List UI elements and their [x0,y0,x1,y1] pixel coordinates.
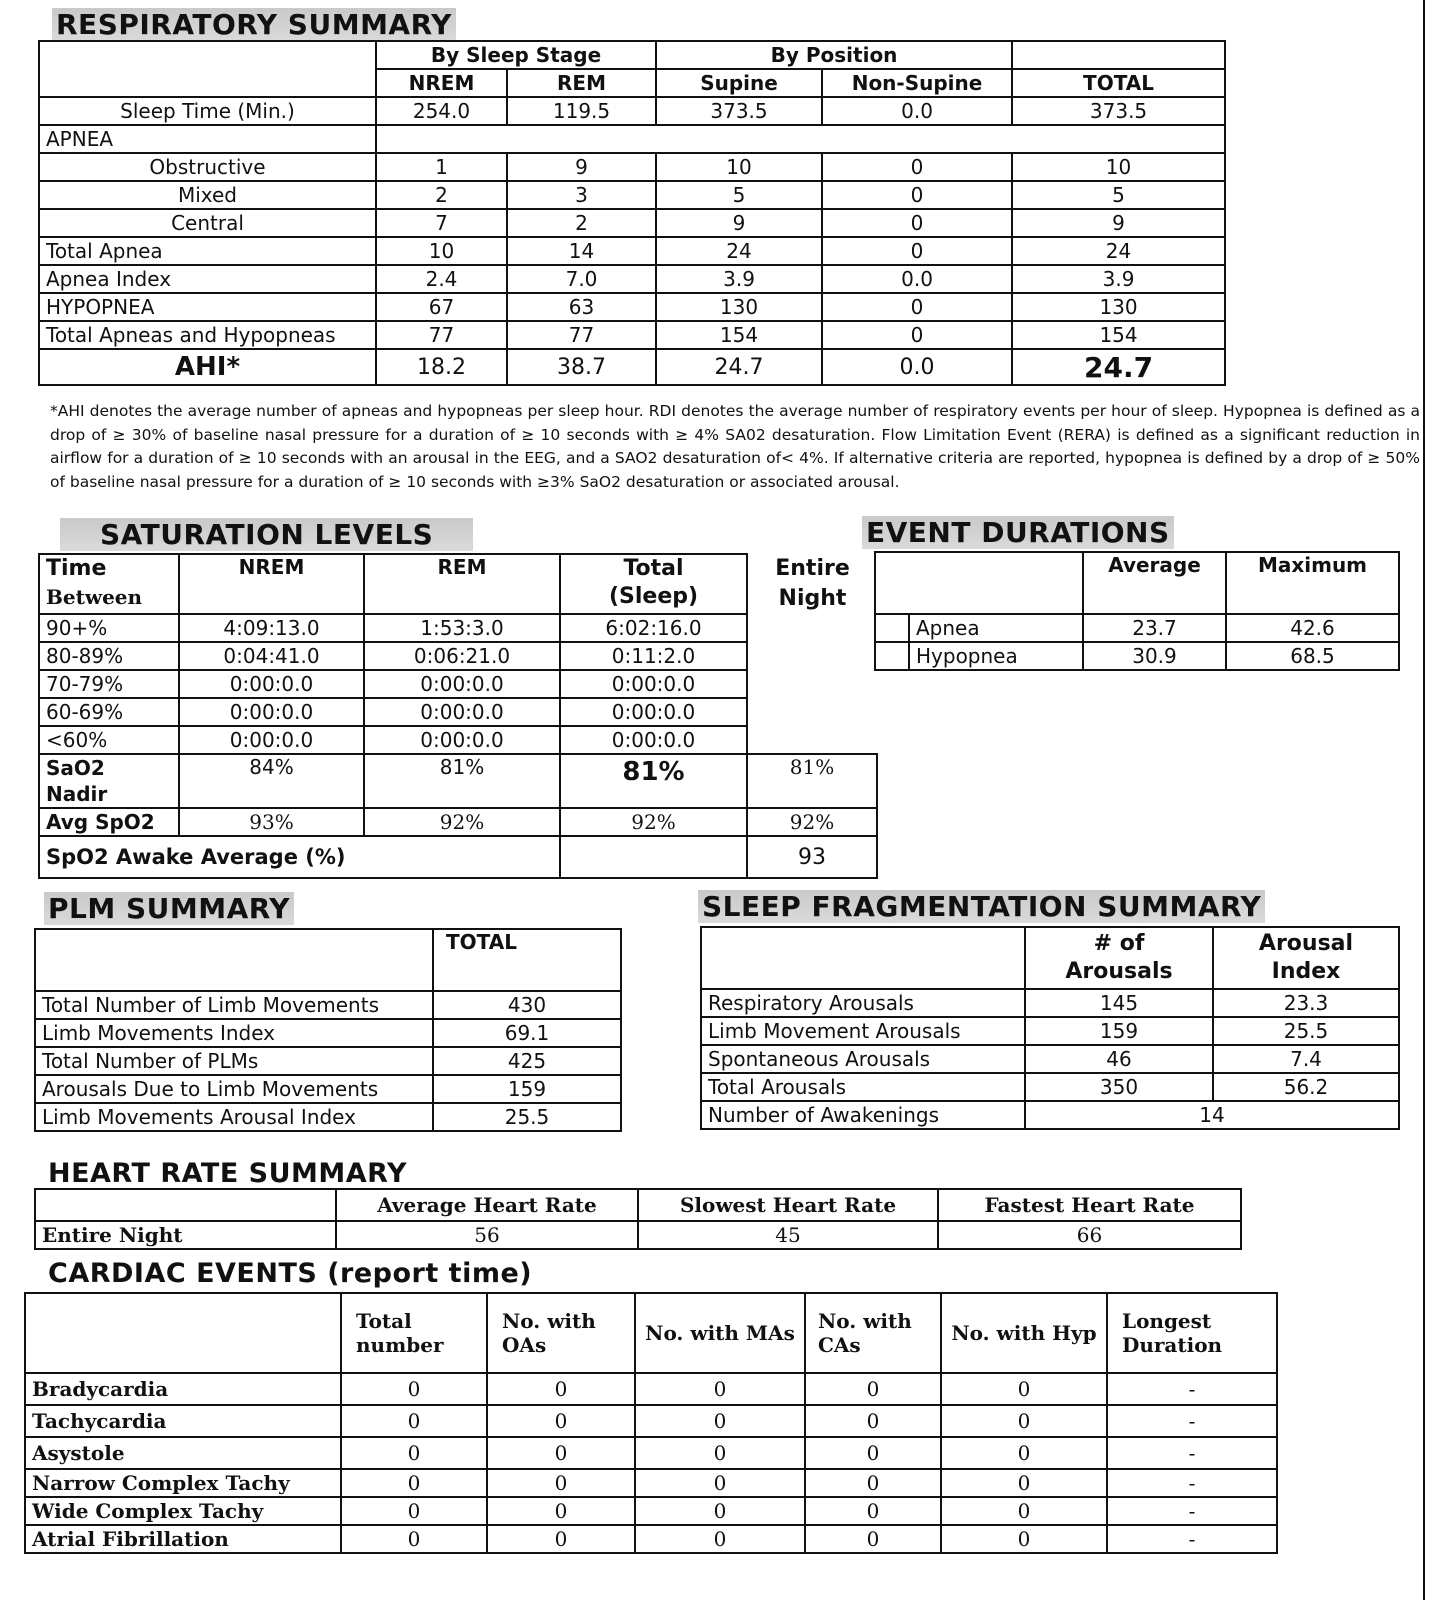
heart-rate-table [34,1188,1242,1250]
nadir-row: SaO2 Nadir 84% 81% 81% 81% [39,754,877,808]
event-durations-table [874,551,1400,671]
table-row [39,125,1225,153]
col-fastest-heart-rate: Fastest Heart Rate [938,1189,1241,1221]
col-average-heart-rate: Average Heart Rate [336,1189,638,1221]
table-row: Total Number of Limb Movements 430 [35,991,621,1019]
event-durations-title: EVENT DURATIONS [862,516,1174,549]
plm-table [34,928,622,1132]
table-row: 90+% 4:09:13.0 1:53:3.0 6:02:16.0 [39,614,877,642]
fragmentation-title: SLEEP FRAGMENTATION SUMMARY [698,890,1265,923]
table-row: Respiratory Arousals 145 23.3 [701,989,1399,1017]
table-row: Obstructive 1 9 10 0 10 [39,153,1225,181]
table-row: Entire Night 56 45 66 [35,1221,1241,1249]
col-maximum: Maximum [1226,552,1399,614]
col-total: TOTAL [1012,69,1225,97]
ahi-row: AHI* 18.2 38.7 24.7 0.0 24.7 [39,349,1225,385]
table-row: Hypopnea 30.9 68.5 [875,642,1399,670]
table-row: Total Arousals 350 56.2 [701,1073,1399,1101]
table-row: Total Number of PLMs 425 [35,1047,621,1075]
col-arousal-index: Arousal [1258,931,1354,956]
respiratory-table [38,40,1226,386]
col-total: Total [623,556,684,581]
ahi-total: 24.7 [1012,349,1225,385]
table-row: Limb Movements Index 69.1 [35,1019,621,1047]
col-non-supine: Non-Supine [822,69,1012,97]
table-row: Asystole 0 0 0 0 0 - [25,1437,1277,1469]
col-total-sleep: (Sleep) [608,584,699,609]
table-row: Limb Movement Arousals 159 25.5 [701,1017,1399,1045]
cardiac-table: Total number No. with OAs No. with MAs No. with CAs No. with Hyp Longest Duration Bradycardia 0 0 0 0 0 - Tachycardia 0 0 0 0 0 - Asystole 0 0 0 0 0 - Narrow Complex Tachy 0 0 0 0 0 - Wide Complex Tachy 0 0 0 0 0 - Atrial Fibrillation 0 0 0 0 0 - [24,1292,1278,1554]
col-time: Time [46,556,107,581]
table-row: Narrow Complex Tachy 0 0 0 0 0 - [25,1469,1277,1497]
table-row: 60-69% 0:00:0.0 0:00:0.0 0:00:0.0 [39,698,877,726]
col-supine: Supine [656,69,822,97]
table-row: Spontaneous Arousals 46 7.4 [701,1045,1399,1073]
col-with-mas: No. with MAs [645,1321,795,1345]
respiratory-title: RESPIRATORY SUMMARY [52,8,456,41]
awakenings-row: Number of Awakenings 14 [701,1101,1399,1129]
header-by-sleep-stage: By Sleep Stage [376,41,656,69]
table-row: Total Apnea 10 14 24 0 24 [39,237,1225,265]
col-average: Average [1083,552,1226,614]
col-total-number: Total [356,1309,412,1333]
col-rem: REM [364,554,560,614]
saturation-title: SATURATION LEVELS [60,518,473,551]
table-row: 80-89% 0:04:41.0 0:06:21.0 0:11:2.0 [39,642,877,670]
col-slowest-heart-rate: Slowest Heart Rate [638,1189,938,1221]
fragmentation-table: # of Arousals Arousal Index Respiratory Arousals 145 23.3 Limb Movement Arousals 159 25.5 Spontaneous Arousals 46 7.4 Total Arousals 350 56.2 Number of Awakenings 14 [700,926,1400,1130]
header-by-position: By Position [656,41,1012,69]
table-row: <60% 0:00:0.0 0:00:0.0 0:00:0.0 [39,726,877,754]
awake-row: SpO2 Awake Average (%) 93 [39,836,877,878]
col-nrem: NREM [376,69,507,97]
table-row: Central 7 2 9 0 9 [39,209,1225,237]
plm-title: PLM SUMMARY [44,892,294,925]
col-entire: Entire [775,556,850,581]
avg-spo2-row: Avg SpO2 93% 92% 92% 92% [39,808,877,836]
saturation-table [38,553,878,879]
col-with-hyp: No. with Hyp [951,1321,1097,1345]
table-row: Sleep Time (Min.) 254.0 119.5 373.5 0.0 373.5 [39,97,1225,125]
heart-rate-title: HEART RATE SUMMARY [48,1158,408,1189]
col-total: TOTAL [433,929,621,991]
cardiac-title: CARDIAC EVENTS (report time) [48,1258,533,1289]
table-row: Arousals Due to Limb Movements 159 [35,1075,621,1103]
table-row: Atrial Fibrillation 0 0 0 0 0 - [25,1525,1277,1553]
ahi-footnote: *AHI denotes the average number of apneas and hypopneas per sleep hour. RDI denotes the average number of respiratory events per hour of sleep. Hypopnea is defined as a drop of ≥ 30% of baseline nasal pressure for a duration of ≥ 10 seconds with ≥ 4% SA02 desaturation. Flow Limitation Event (RERA) is defined as a significant reduction in airflow for a duration of ≥ 10 seconds with an arousal in the EEG, and a SAO2 desaturation of< 4%. If alternative criteria are reported, hypopnea is defined by a drop of ≥ 50% of baseline nasal pressure for a duration of ≥ 10 seconds with ≥3% SaO2 desaturation or associated arousal. [50,402,1420,491]
col-between: Between [46,585,143,609]
table-row: Apnea Index 2.4 7.0 3.9 0.0 3.9 [39,265,1225,293]
table-row: Total Apneas and Hypopneas 77 77 154 0 154 [39,321,1225,349]
table-row: Wide Complex Tachy 0 0 0 0 0 - [25,1497,1277,1525]
table-row: Limb Movements Arousal Index 25.5 [35,1103,621,1131]
table-row: Apnea 23.7 42.6 [875,614,1399,642]
table-row: Mixed 2 3 5 0 5 [39,181,1225,209]
ahi-label: AHI* [39,349,376,385]
apnea-label: APNEA [39,125,376,153]
col-rem: REM [507,69,656,97]
col-with-cas: No. with [818,1309,912,1333]
table-row: HYPOPNEA 67 63 130 0 130 [39,293,1225,321]
table-row: Tachycardia 0 0 0 0 0 - [25,1405,1277,1437]
col-night: Night [778,586,847,611]
col-with-oas: No. with [502,1309,596,1333]
page-right-border [1423,0,1425,1600]
col-arousals-count: # of [1093,931,1145,956]
table-row: 70-79% 0:00:0.0 0:00:0.0 0:00:0.0 [39,670,877,698]
col-longest-duration: Longest [1122,1309,1212,1333]
col-nrem: NREM [179,554,364,614]
table-row: Bradycardia 0 0 0 0 0 - [25,1373,1277,1405]
